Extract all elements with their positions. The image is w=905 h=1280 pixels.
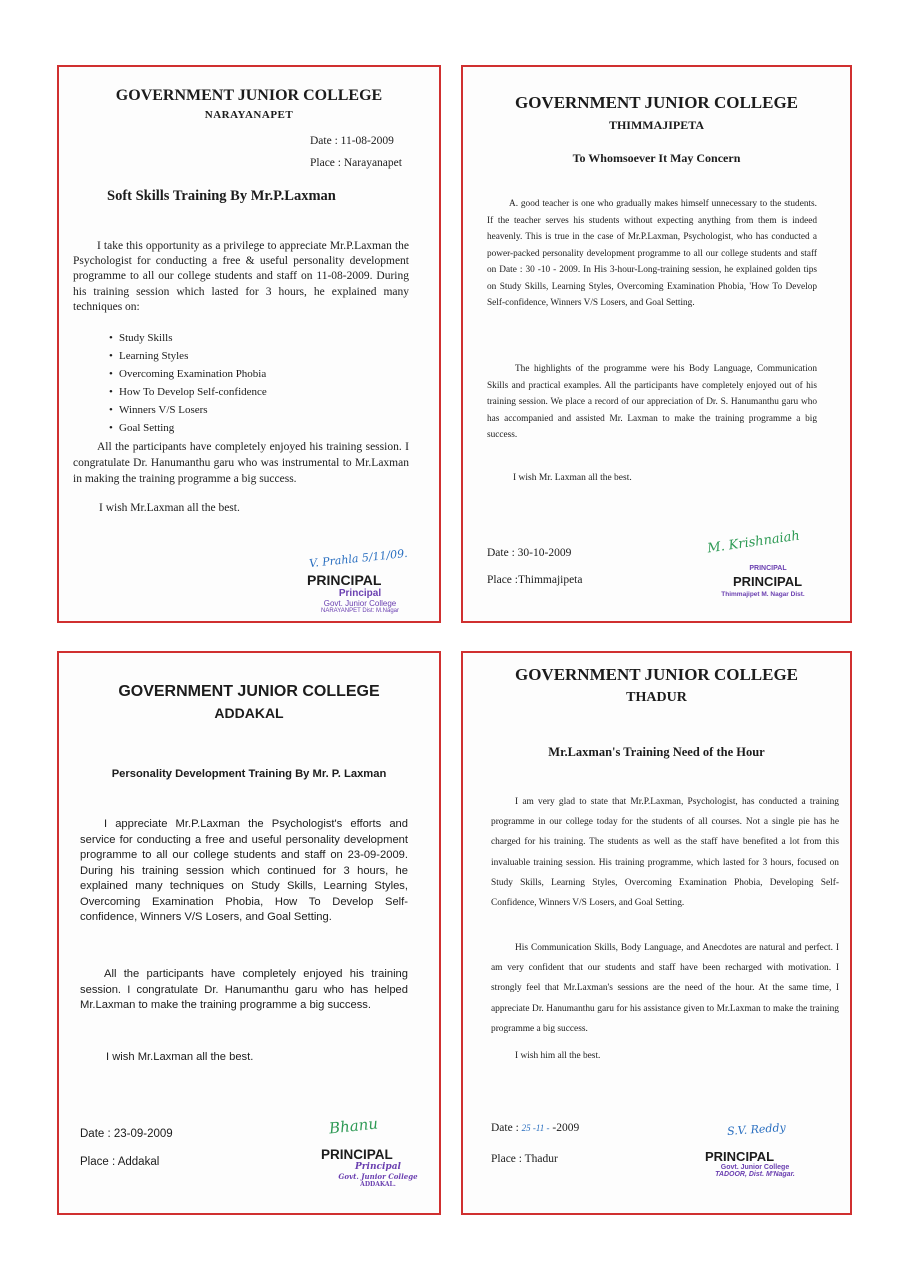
stamp-address: ADDAKAL.	[360, 1181, 396, 1188]
letter-paragraph-2: His Communication Skills, Body Language, and Anecdotes are natural and perfect. I am very confident that our students and staff have been recharged with motivation. I strongly feel that Mr.Laxman's sessions are the need of the hour. At the same time, I appreciate Dr. Hanumanthu garu for his assistance given to Mr.Laxman to make the training programme a big success.	[491, 943, 839, 1034]
letter-place: Place : Addakal	[80, 1156, 160, 1168]
principal-stamp	[325, 1162, 431, 1188]
techniques-list	[109, 329, 267, 437]
letter-thadur	[461, 651, 852, 1215]
stamp-title: Principal	[338, 588, 382, 599]
stamp-college: Govt. Junior College	[720, 1164, 790, 1171]
letter-date	[491, 1122, 579, 1134]
college-town: THIMMAJIPETA	[608, 118, 705, 132]
letter-title: Soft Skills Training By Mr.P.Laxman	[107, 188, 336, 204]
letter-closing: I wish Mr.Laxman all the best.	[106, 1051, 254, 1063]
letter-paragraph-1: I am very glad to state that Mr.P.Laxman, Psychologist, has conducted a training programme in our college today for the students of all courses. Not a single pie has he charged for his training. The students as well as the staff have benefited a lot from this invaluable training session. His training programme, which lasted for 3 hours, focused on Study Skills, Learning Styles, Overcoming Examination Phobia, Developing Self-Confidence, Winners V/S Losers, and Goal Setting.	[491, 797, 839, 909]
letter-closing: I wish Mr.Laxman all the best.	[99, 502, 240, 514]
list-item: • Winners V/S Losers	[109, 401, 267, 419]
letter-subject: To Whomsoever It May Concern	[572, 151, 741, 165]
list-item: • How To Develop Self-confidence	[109, 383, 267, 401]
college-name: GOVERNMENT JUNIOR COLLEGE	[118, 683, 380, 700]
letter-paragraph-2: All the participants have completely enjoyed his training session. I congratulate Dr. Hanumanthu garu who has helped Mr.Laxman to make the training programme a big success.	[80, 968, 408, 1011]
list-item: • Overcoming Examination Phobia	[109, 365, 267, 383]
letter-place: Place :Thimmajipeta	[487, 574, 583, 586]
letter-narayanapet	[57, 65, 441, 623]
signature: V. Prahla 5/11/09.	[308, 546, 409, 571]
date-year: -2009	[552, 1122, 580, 1134]
letter-paragraph-2: All the participants have completely enjoyed his training session. I congratulate Dr. Hanumanthu garu who was instrumental to Mr.Laxman in making the training programme a big success.	[73, 441, 409, 485]
letter-closing: I wish him all the best.	[515, 1051, 601, 1061]
signature: M. Krishnaiah	[706, 528, 801, 557]
principal-label: PRINCIPAL	[307, 572, 382, 588]
college-name: GOVERNMENT JUNIOR COLLEGE	[514, 93, 799, 112]
college-name: GOVERNMENT JUNIOR COLLEGE	[514, 665, 799, 684]
principal-label: PRINCIPAL	[321, 1147, 393, 1162]
college-town: THADUR	[626, 690, 687, 705]
letter-date: Date : 30-10-2009	[487, 547, 572, 559]
letter-closing: I wish Mr. Laxman all the best.	[513, 473, 632, 483]
date-handwritten: 25 -11 -	[521, 1123, 550, 1133]
letter-title: Mr.Laxman's Training Need of the Hour	[548, 745, 765, 759]
principal-stamp	[695, 1164, 815, 1178]
letter-addakal	[57, 651, 441, 1215]
list-item: • Learning Styles	[109, 347, 267, 365]
letter-date: Date : 11-08-2009	[310, 135, 394, 147]
principal-stamp	[713, 565, 823, 572]
stamp-address: Thimmajipet M. Nagar Dist.	[721, 591, 805, 598]
stamp-college: Govt. Junior College	[323, 599, 397, 608]
stamp-address-box	[695, 591, 831, 598]
principal-label: PRINCIPAL	[733, 574, 803, 589]
stamp-title: PRINCIPAL	[749, 565, 787, 572]
stamp-college: Govt. Junior College	[338, 1172, 418, 1181]
letter-place: Place : Thadur	[491, 1153, 558, 1165]
stamp-address: TADOOR, Dist. M'Nagar.	[715, 1171, 795, 1178]
letter-paragraph-1: I appreciate Mr.P.Laxman the Psychologist's efforts and service for conducting a free and useful personality development programme to all our college students and staff on 23-09-2009. During his training session which continued for 3 hours, he explained many techniques on Study Skills, Learning Styles, Overcoming Examination Phobia, How To Develop Self-confidence, Winners V/S Losers, and Goal Setting.	[80, 818, 408, 923]
stamp-address: NARAYANPET Dist: M.Nagar	[320, 608, 400, 614]
principal-stamp	[305, 588, 415, 614]
college-town: ADDAKAL	[214, 705, 284, 721]
letter-date: Date : 23-09-2009	[80, 1128, 173, 1140]
signature: S.V. Reddy	[726, 1120, 787, 1139]
letter-thimmajipeta	[461, 65, 852, 623]
college-name: GOVERNMENT JUNIOR COLLEGE	[115, 87, 383, 104]
letter-title: Personality Development Training By Mr. P. Laxman	[111, 768, 387, 780]
date-label: Date :	[491, 1122, 519, 1134]
letter-place: Place : Narayanapet	[310, 157, 402, 169]
letter-paragraph-1: I take this opportunity as a privilege to appreciate Mr.P.Laxman the Psychologist for conducting a free & useful personality development programme to all our college students and staff on 11-08-2009. During his training session which lasted for 3 hours, he explained many techniques on:	[73, 240, 409, 313]
list-item: • Study Skills	[109, 329, 267, 347]
letter-paragraph-1: A. good teacher is one who gradually makes himself unnecessary to the students. If the teacher serves his students without expecting anything from them is indeed heavenly. This is true in the case of Mr.P.Laxman, Psychologist, who has conducted a power-packed personality development programme to all our college students and staff on Date : 30 -10 - 2009. In His 3-hour-Long-training session, he explained golden tips on Study Skills, Learning Styles, Overcoming Examination Phobia, 'How To Develop Self-confidence, Winners V/S Losers, and Goal Setting.	[487, 199, 817, 308]
stamp-title: Principal	[355, 1162, 401, 1172]
signature: Bhanu	[328, 1114, 379, 1138]
list-item: • Goal Setting	[109, 419, 267, 437]
letter-paragraph-2: The highlights of the programme were his Body Language, Communication Skills and practical examples. All the participants have completely enjoyed out of his training session. We place a record of our appreciation of Dr. S. Hanumanthu garu who has accompanied and assisted Mr. Laxman to make the training programme a big success.	[487, 364, 817, 440]
college-town: NARAYANAPET	[204, 109, 294, 121]
principal-label: PRINCIPAL	[705, 1149, 775, 1164]
